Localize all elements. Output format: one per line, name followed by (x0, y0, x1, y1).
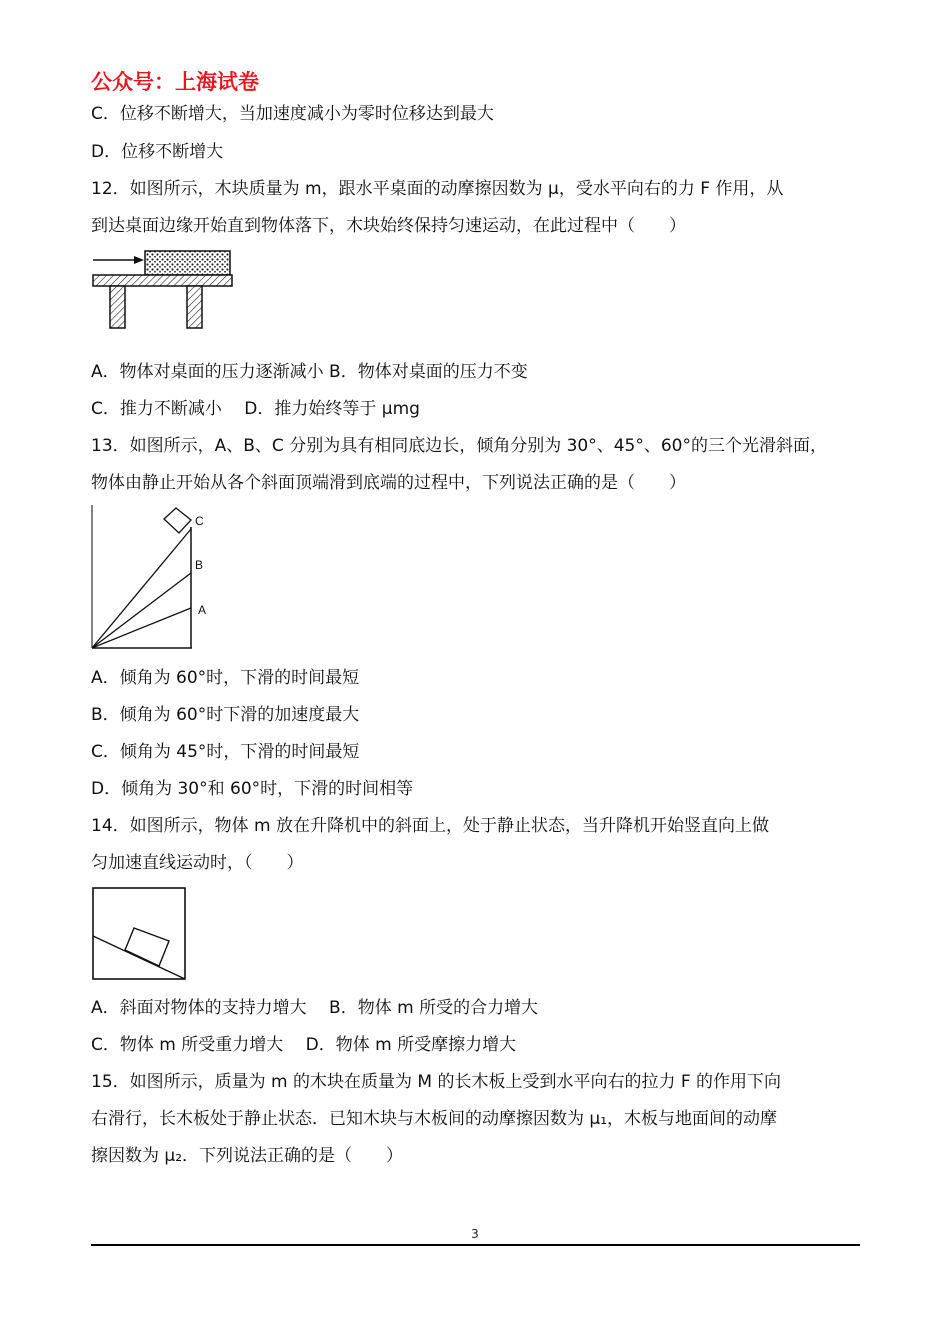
table-leg-left (110, 286, 125, 328)
q13-stem-line1: 13．如图所示，A、B、C 分别为具有相同底边长，倾角分别为 30°、45°、60°的三个光滑斜面， (91, 436, 827, 456)
q14-elevator-figure (91, 886, 189, 982)
q15-stem-line2: 右滑行，长木板处于静止状态．已知木块与木板间的动摩擦因数为 μ₁，木板与地面间的动摩 (91, 1109, 778, 1129)
q12-stem-line1: 12．如图所示，木块质量为 m，跟水平桌面的动摩擦因数为 μ，受水平向右的力 F 作用，从 (91, 179, 784, 199)
q12-table-block-figure (91, 248, 241, 332)
watermark-header: 公众号：上海试卷 (91, 70, 259, 94)
wood-block (145, 251, 230, 275)
incline-b (92, 573, 191, 648)
incline-a (92, 608, 191, 648)
q11-option-c: C．位移不断增大，当加速度减小为零时位移达到最大 (91, 104, 494, 124)
page-number: 3 (471, 1227, 479, 1241)
q12-options-line1: A．物体对桌面的压力逐渐减小 B．物体对桌面的压力不变 (91, 362, 528, 382)
q13-stem-line2: 物体由静止开始从各个斜面顶端滑到底端的过程中，下列说法正确的是（ ） (91, 473, 686, 493)
label-c: C (195, 514, 204, 528)
q13-option-d: D．倾角为 30°和 60°时，下滑的时间相等 (91, 779, 414, 799)
table-top (93, 275, 232, 286)
q12-options-line2: C．推力不断减小 D．推力始终等于 μmg (91, 399, 420, 419)
q13-option-b: B．倾角为 60°时下滑的加速度最大 (91, 705, 360, 725)
incline-c (92, 529, 191, 648)
force-arrowhead (134, 256, 144, 264)
q13-option-c: C．倾角为 45°时，下滑的时间最短 (91, 742, 360, 762)
q13-option-a: A．倾角为 60°时，下滑的时间最短 (91, 668, 360, 688)
label-b: B (195, 558, 204, 572)
q12-stem-line2: 到达桌面边缘开始直到物体落下，木块始终保持匀速运动，在此过程中（ ） (91, 216, 686, 236)
q15-stem-line3: 擦因数为 μ₂．下列说法正确的是（ ） (91, 1146, 404, 1166)
q13-inclines-figure (88, 505, 218, 651)
q14-stem-line2: 匀加速直线运动时，（ ） (91, 853, 304, 873)
label-a: A (198, 603, 207, 617)
q14-options-line2: C．物体 m 所受重力增大 D．物体 m 所受摩擦力增大 (91, 1035, 517, 1055)
q14-stem-line1: 14．如图所示，物体 m 放在升降机中的斜面上，处于静止状态，当升降机开始竖直向上做 (91, 816, 769, 836)
block-on-c (164, 508, 191, 533)
q14-options-line1: A．斜面对物体的支持力增大 B．物体 m 所受的合力增大 (91, 998, 539, 1018)
q11-option-d: D．位移不断增大 (91, 142, 224, 162)
q15-stem-line1: 15．如图所示，质量为 m 的木块在质量为 M 的长木板上受到水平向右的拉力 F 的作用下向 (91, 1072, 782, 1092)
table-leg-right (187, 286, 202, 328)
footer-rule (91, 1244, 860, 1246)
